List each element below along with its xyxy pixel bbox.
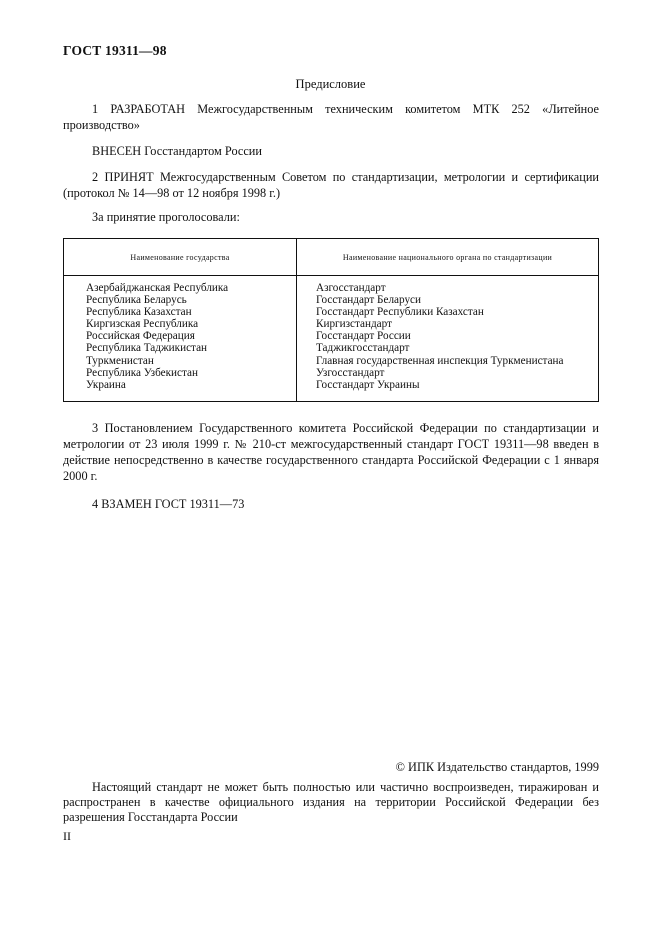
paragraph-introduced-by: ВНЕСЕН Госстандартом России [92, 144, 262, 158]
paragraph-voted-for: За принятие проголосовали: [92, 210, 240, 224]
state-name: Туркменистан [86, 354, 154, 367]
paragraph-enacted: 3 Постановлением Государственного комитета Российской Федерации по стандартизации и метрологии от 23 июля 1999 г. № 210-ст межгосударственный стандарт ГОСТ 19311—98 введен в действие непосредственно в качестве государственного стандарта Российской Федерации с 1 января 2000 г. [63, 421, 599, 483]
reproduction-notice: Настоящий стандарт не может быть полностью или частично воспроизведен, тиражирован и распространен в качестве официального издания на территории Российской Федерации без разрешения Госстандарта России [63, 780, 599, 824]
national-body-name: Госстандарт Беларуси [316, 294, 421, 307]
state-name: Киргизская Республика [86, 318, 199, 331]
paragraph-developed-by: 1 РАЗРАБОТАН Межгосударственным техническим комитетом МТК 252 «Литейное производство» [63, 102, 599, 132]
voting-table-body-row [64, 276, 599, 402]
voting-table-header-row [64, 239, 599, 276]
states-column [64, 276, 297, 402]
voting-table [63, 238, 599, 402]
national-body-name: Госстандарт России [316, 330, 411, 343]
national-bodies-column [297, 276, 599, 402]
section-title: Предисловие [295, 77, 366, 91]
column-header-state: Наименование государства [64, 239, 297, 276]
state-name: Республика Беларусь [86, 294, 187, 307]
state-name: Украина [86, 378, 126, 391]
state-name: Республика Узбекистан [86, 366, 198, 379]
state-name: Российская Федерация [86, 330, 195, 343]
paragraph-adopted-by: 2 ПРИНЯТ Межгосударственным Советом по стандартизации, метрологии и сертификации (протокол № 14—98 от 12 ноября 1998 г.) [63, 170, 599, 200]
national-body-name: Главная государственная инспекция Туркменистана [316, 354, 564, 367]
national-body-name: Госстандарт Республики Казахстан [316, 306, 484, 319]
copyright-line: © ИПК Издательство стандартов, 1999 [395, 760, 599, 774]
page-number: II [63, 829, 71, 843]
paragraph-replaces: 4 ВЗАМЕН ГОСТ 19311—73 [92, 497, 245, 511]
state-name: Азербайджанская Республика [86, 282, 229, 294]
state-name: Республика Таджикистан [86, 342, 208, 355]
national-body-name: Госстандарт Украины [316, 378, 420, 391]
national-body-name: Киргизстандарт [316, 318, 392, 331]
national-body-name: Таджикгосстандарт [316, 342, 410, 355]
national-body-name: Азгосстандарт [316, 282, 386, 294]
national-body-name: Узгосстандарт [316, 366, 385, 379]
state-name: Республика Казахстан [86, 306, 192, 319]
document-code-header: ГОСТ 19311—98 [63, 43, 167, 58]
column-header-national-body: Наименование национального органа по стандартизации [297, 239, 599, 276]
